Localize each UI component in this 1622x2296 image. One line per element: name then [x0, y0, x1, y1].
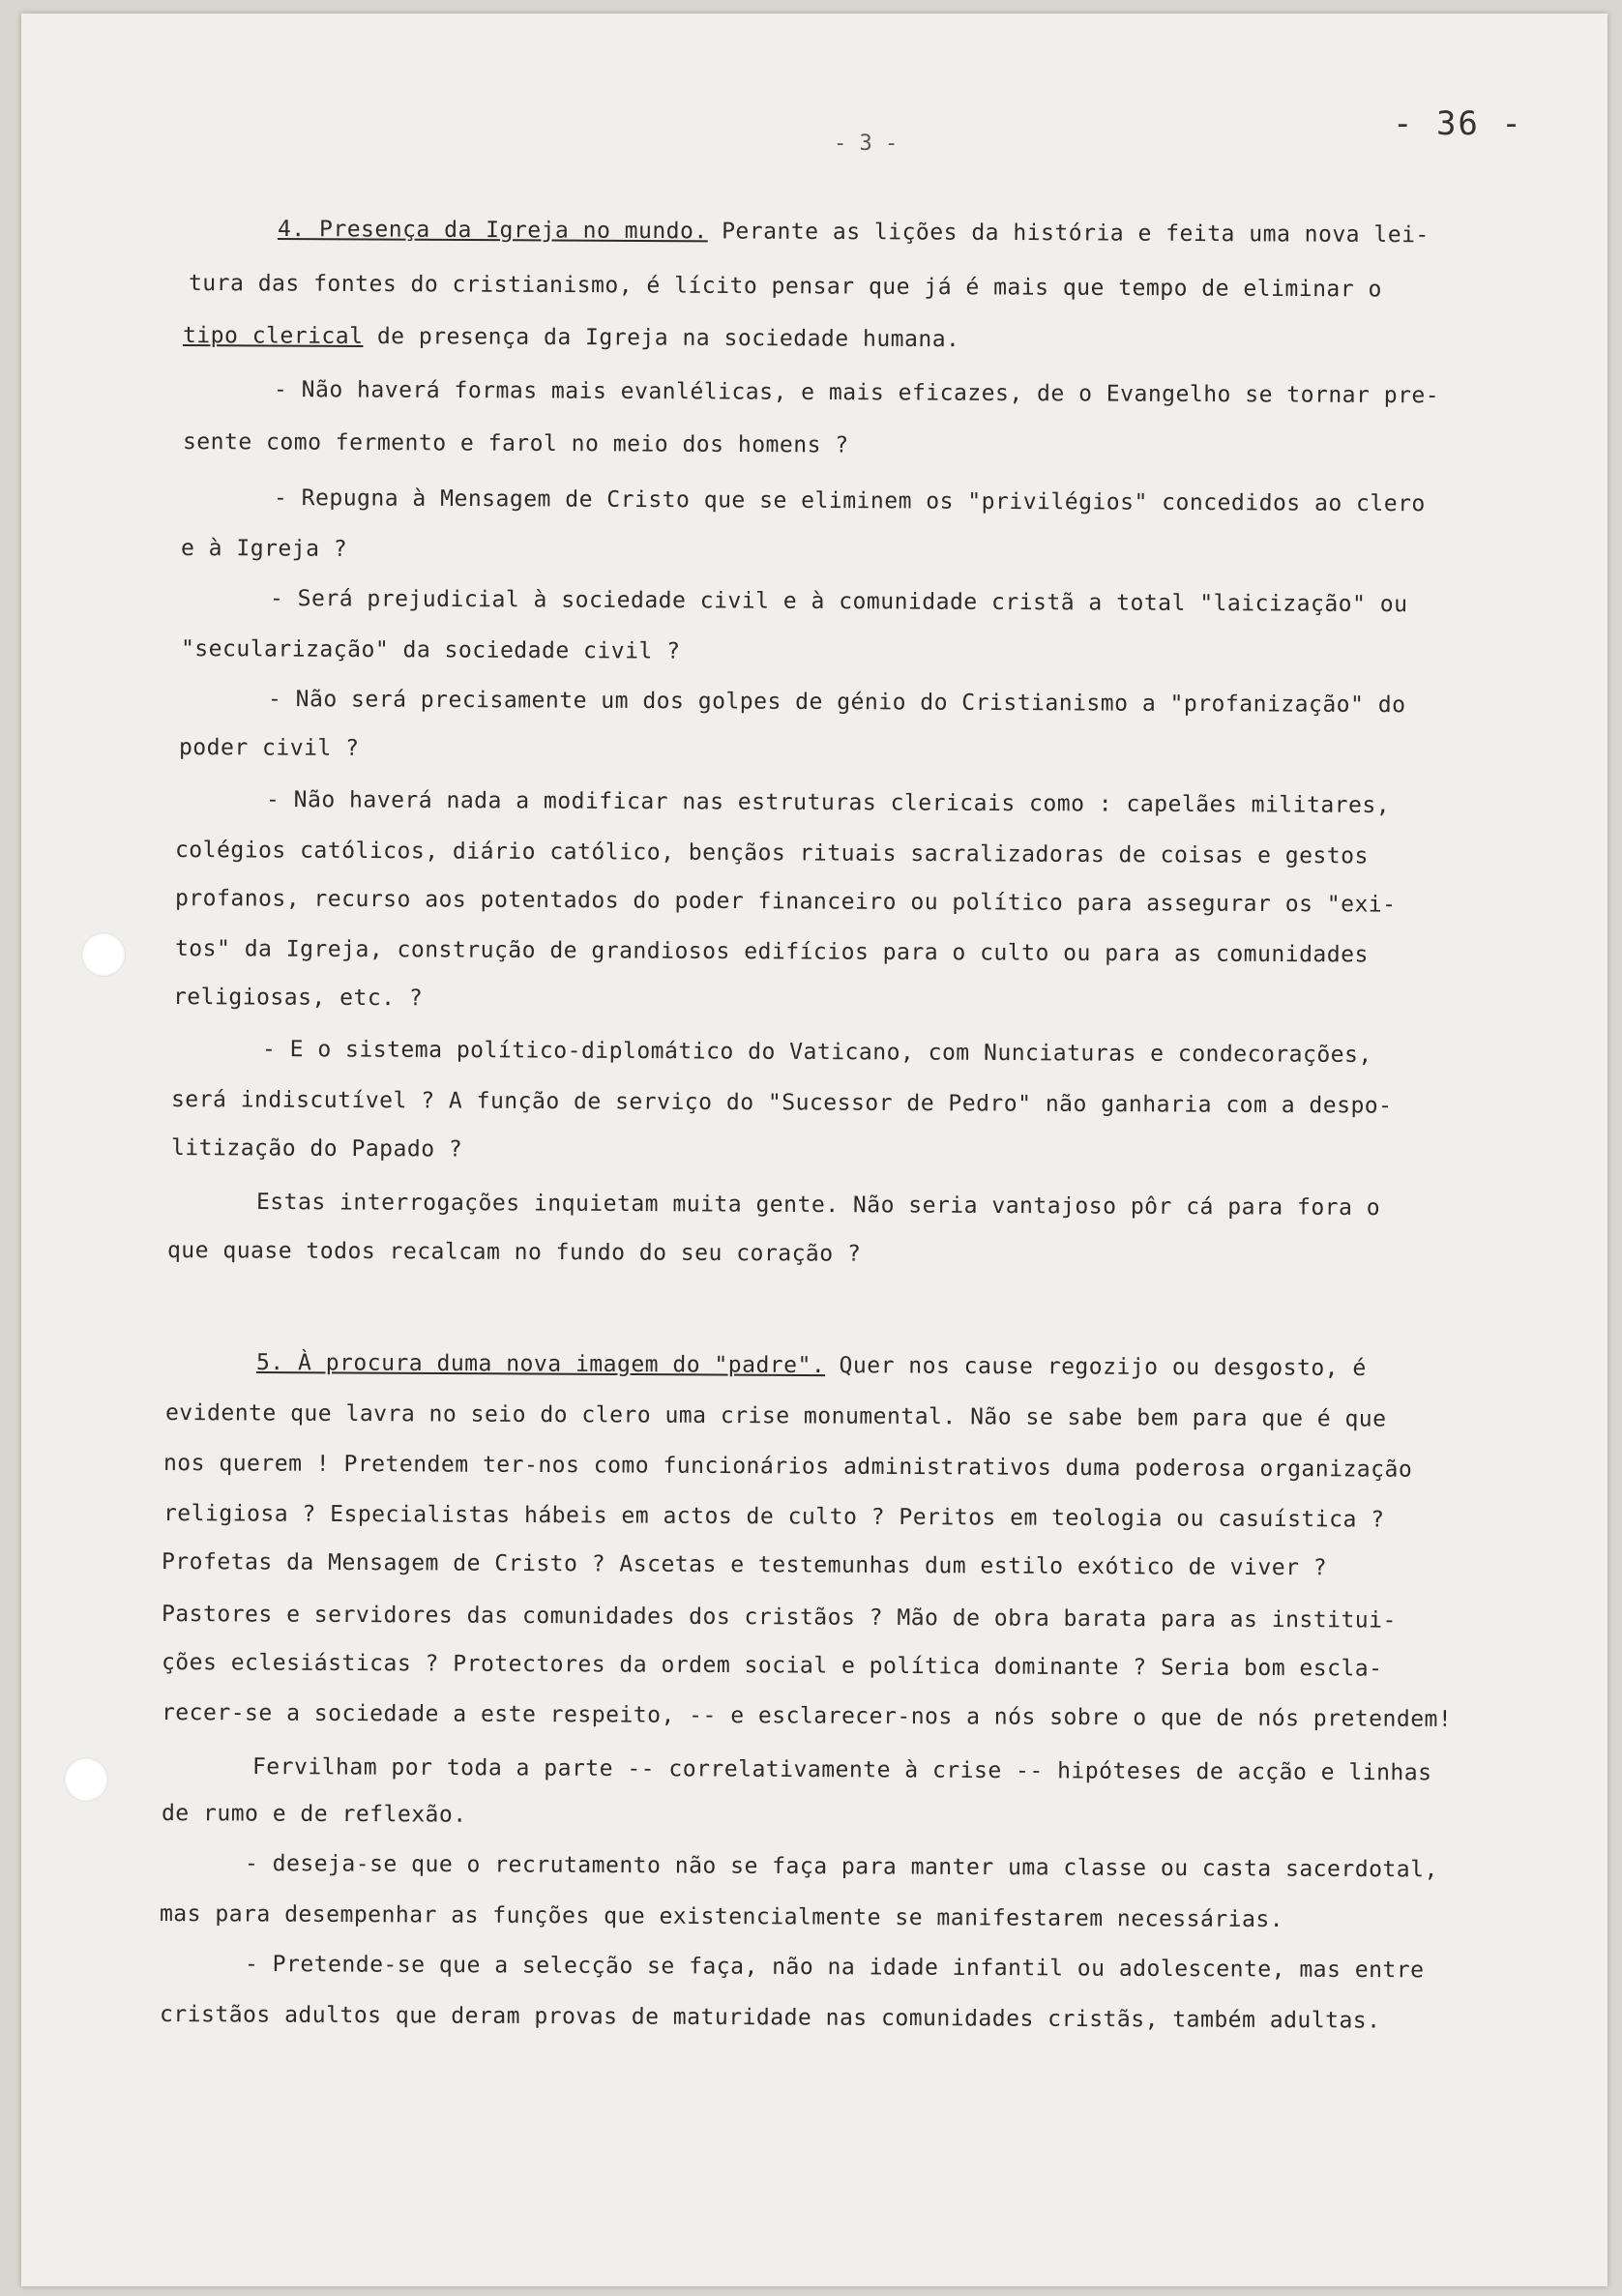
section-4-line-2: tura das fontes do cristianismo, é lícito pensar que já é mais que tempo de eliminar o — [188, 271, 1382, 303]
section-4-line-16: religiosas, etc. ? — [172, 985, 424, 1012]
section-4-line-5: sente como fermento e farol no meio dos homens ? — [182, 429, 849, 458]
section-4-line-4: - Não haverá formas mais evanlélicas, e mais eficazes, de o Evangelho se tornar pre- — [273, 377, 1440, 409]
section-4-line-12: - Não haverá nada a modificar nas estruturas clericais como : capelães militares, — [265, 787, 1391, 819]
section-4-line-7: e à Igreja ? — [180, 536, 348, 562]
section-4-line-19: litização do Papado ? — [170, 1135, 463, 1163]
tipo-clerical-phrase: tipo clerical — [182, 323, 364, 349]
section-4-line-14: profanos, recurso aos potentados do poder financeiro ou político para assegurar os "exi- — [174, 886, 1397, 918]
section-4-line-9: "secularização" da sociedade civil ? — [180, 636, 681, 664]
section-5-line-8: recer-se a sociedade a este respeito, -- e esclarecer-nos a nós sobre o que de nós pretendem! — [161, 1700, 1453, 1732]
section-4-line-13: colégios católicos, diário católico, bençãos rituais sacralizadoras de coisas e gestos — [174, 838, 1369, 869]
section-4-line-1: 4. Presença da Igreja no mundo. Perante as lições da história e feita uma nova lei- — [277, 217, 1430, 249]
section-5-line-7: ções eclesiásticas ? Protectores da ordem social e política dominante ? Seria bom escla- — [161, 1650, 1383, 1682]
section-4-line-15: tos" da Igreja, construção de grandiosos edifícios para o culto ou para as comunidades — [174, 936, 1369, 968]
section-4-line-18: será indiscutível ? A função de serviço do "Sucessor de Pedro" não ganharia com a despo- — [170, 1087, 1393, 1119]
section-5-line-13: - Pretende-se que a selecção se faça, não na idade infantil ou adolescente, mas entre — [244, 1952, 1425, 1984]
section-4-line-8: - Será prejudicial à sociedade civil e à comunidade cristã a total "laicização" ou — [269, 586, 1408, 618]
section-4-line-21: que quase todos recalcam no fundo do seu coração ? — [166, 1238, 862, 1267]
section-5-line-14: cristãos adultos que deram provas de maturidade nas comunidades cristãs, também adultas. — [159, 2002, 1381, 2034]
section-5-line-10: de rumo e de reflexão. — [161, 1801, 467, 1828]
section-5-line-3: nos querem ! Pretendem ter-nos como funcionários administrativos duma poderosa organização — [162, 1451, 1413, 1483]
section-5-line-9: Fervilham por toda a parte -- correlativamente à crise -- hipóteses de acção e linhas — [251, 1754, 1432, 1786]
section-5-line-5: Profetas da Mensagem de Cristo ? Ascetas e testemunhas dum estilo exótico de viver ? — [161, 1549, 1328, 1581]
punch-hole-top — [81, 932, 126, 977]
section-5-line-6: Pastores e servidores das comunidades dos cristãos ? Mão de obra barata para as institui- — [161, 1602, 1397, 1634]
section-5-line-1: 5. À procura duma nova imagem do "padre". Quer nos cause regozijo ou desgosto, é — [255, 1350, 1367, 1382]
section-4-line-17: - E o sistema político-diplomático do Vaticano, com Nunciaturas e condecorações, — [261, 1037, 1372, 1069]
section-4-line-11: poder civil ? — [178, 735, 360, 761]
section-4-line-3: tipo clerical de presença da Igreja na sociedade humana. — [182, 323, 960, 353]
section-5-line-12: mas para desempenhar as funções que existencialmente se manifestarem necessárias. — [159, 1901, 1284, 1933]
section-5-line-2: evidente que lavra no seio do clero uma crise monumental. Não se sabe bem para que é que — [164, 1400, 1387, 1432]
page-number-typed: - 3 - — [834, 132, 899, 156]
section-5-heading: 5. À procura duma nova imagem do "padre". — [255, 1350, 826, 1379]
section-5-line-11: - deseja-se que o recrutamento não se faça para manter uma classe ou casta sacerdotal, — [244, 1851, 1438, 1883]
section-4-line-10: - Não será precisamente um dos golpes de génio do Cristianismo a "profanização" do — [267, 687, 1406, 719]
section-5-line-4: religiosa ? Especialistas hábeis em actos de culto ? Peritos em teologia ou casuística ? — [162, 1501, 1385, 1533]
section-4-line-6: - Repugna à Mensagem de Cristo que se eliminem os "privilégios" concedidos ao clero — [273, 486, 1426, 517]
section-4-heading: 4. Presença da Igreja no mundo. — [277, 217, 708, 245]
section-4-line-20: Estas interrogações inquietam muita gente. Não seria vantajoso pôr cá para fora o — [255, 1190, 1381, 1222]
page-number-handwritten: - 36 - — [1393, 104, 1523, 143]
punch-hole-bottom — [64, 1757, 108, 1802]
